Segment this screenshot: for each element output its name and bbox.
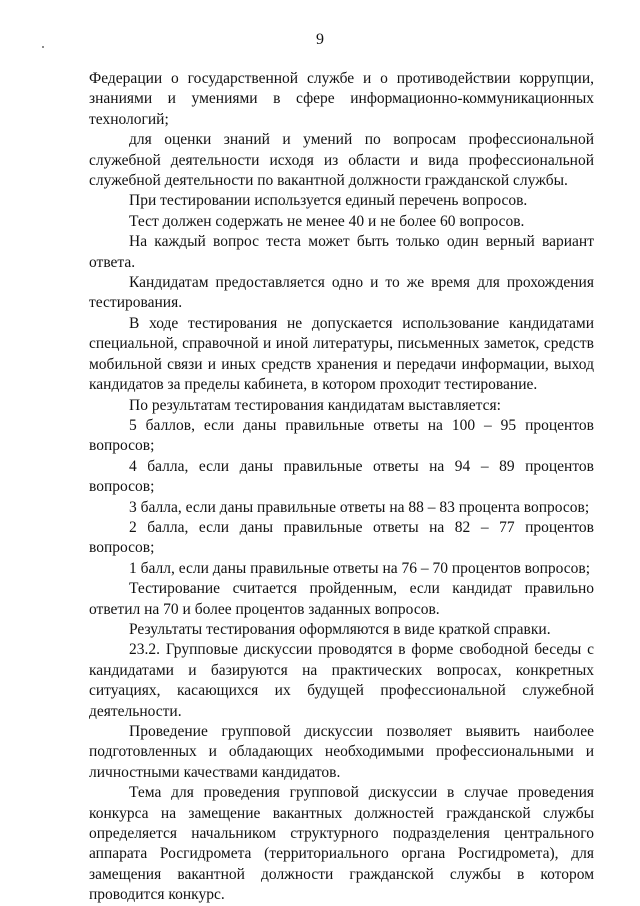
paragraph-1: Федерации о государственной службе и о противодействии коррупции, знаниями и умениями в сфере информационно-коммуникационных технологий;	[89, 70, 594, 128]
paragraph-18: Тема для проведения групповой дискуссии в случае проведения конкурса на замещение вакантных должностей гражданской службы определяется начальником структурного подразделения центрального аппарата Росгидромета (территориального органа Росгидромета), для замещения вакантной должности гражданской службы в котором проводится конкурс.	[89, 784, 594, 904]
paragraph-17: Проведение групповой дискуссии позволяет выявить наиболее подготовленных и обладающих необходимыми профессиональными и личностными качествами кандидатов.	[89, 723, 594, 781]
paragraph-16: 23.2. Групповые дискуссии проводятся в форме свободной беседы с кандидатами и базируются на практических вопросах, конкретных ситуациях, касающихся их будущей профессиональной служебной деятельности.	[89, 641, 594, 720]
paragraph-10: 4 балла, если даны правильные ответы на 94 – 89 процентов вопросов;	[89, 457, 594, 496]
paragraph-7: В ходе тестирования не допускается использование кандидатами специальной, справочной и иной литературы, письменных заметок, средств мобильной связи и иных средств хранения и передачи информации, выход кандидатов за пределы кабинета, в котором проходит тестирование.	[89, 314, 594, 394]
paragraph-9: 5 баллов, если даны правильные ответы на 100 – 95 процентов вопросов;	[89, 416, 594, 455]
paragraph-12: 2 балла, если даны правильные ответы на 82 – 77 процентов вопросов;	[89, 518, 594, 557]
paragraph-11: 3 балла, если даны правильные ответы на 88 – 83 процента вопросов;	[129, 498, 590, 516]
paragraph-4: Тест должен содержать не менее 40 и не более 60 вопросов.	[129, 212, 525, 230]
paragraph-13: 1 балл, если даны правильные ответы на 76 – 70 процентов вопросов;	[129, 559, 591, 577]
paragraph-3: При тестировании используется единый перечень вопросов.	[129, 192, 528, 210]
paragraph-15: Результаты тестирования оформляются в виде краткой справки.	[129, 620, 551, 638]
paragraph-14: Тестирование считается пройденным, если кандидат правильно ответил на 70 и более процентов заданных вопросов.	[89, 580, 594, 618]
page-number: 9	[316, 31, 324, 48]
paragraph-5: На каждый вопрос теста может быть только один верный вариант ответа.	[89, 233, 594, 271]
document-body	[89, 69, 594, 906]
paragraph-6: Кандидатам предоставляется одно и то же время для прохождения тестирования.	[89, 274, 594, 312]
paragraph-8: По результатам тестирования кандидатам выставляется:	[129, 396, 501, 414]
paragraph-2: для оценки знаний и умений по вопросам профессиональной служебной деятельности исходя из области и вида профессиональной служебной деятельности по вакантной должности гражданской службы.	[89, 131, 594, 190]
